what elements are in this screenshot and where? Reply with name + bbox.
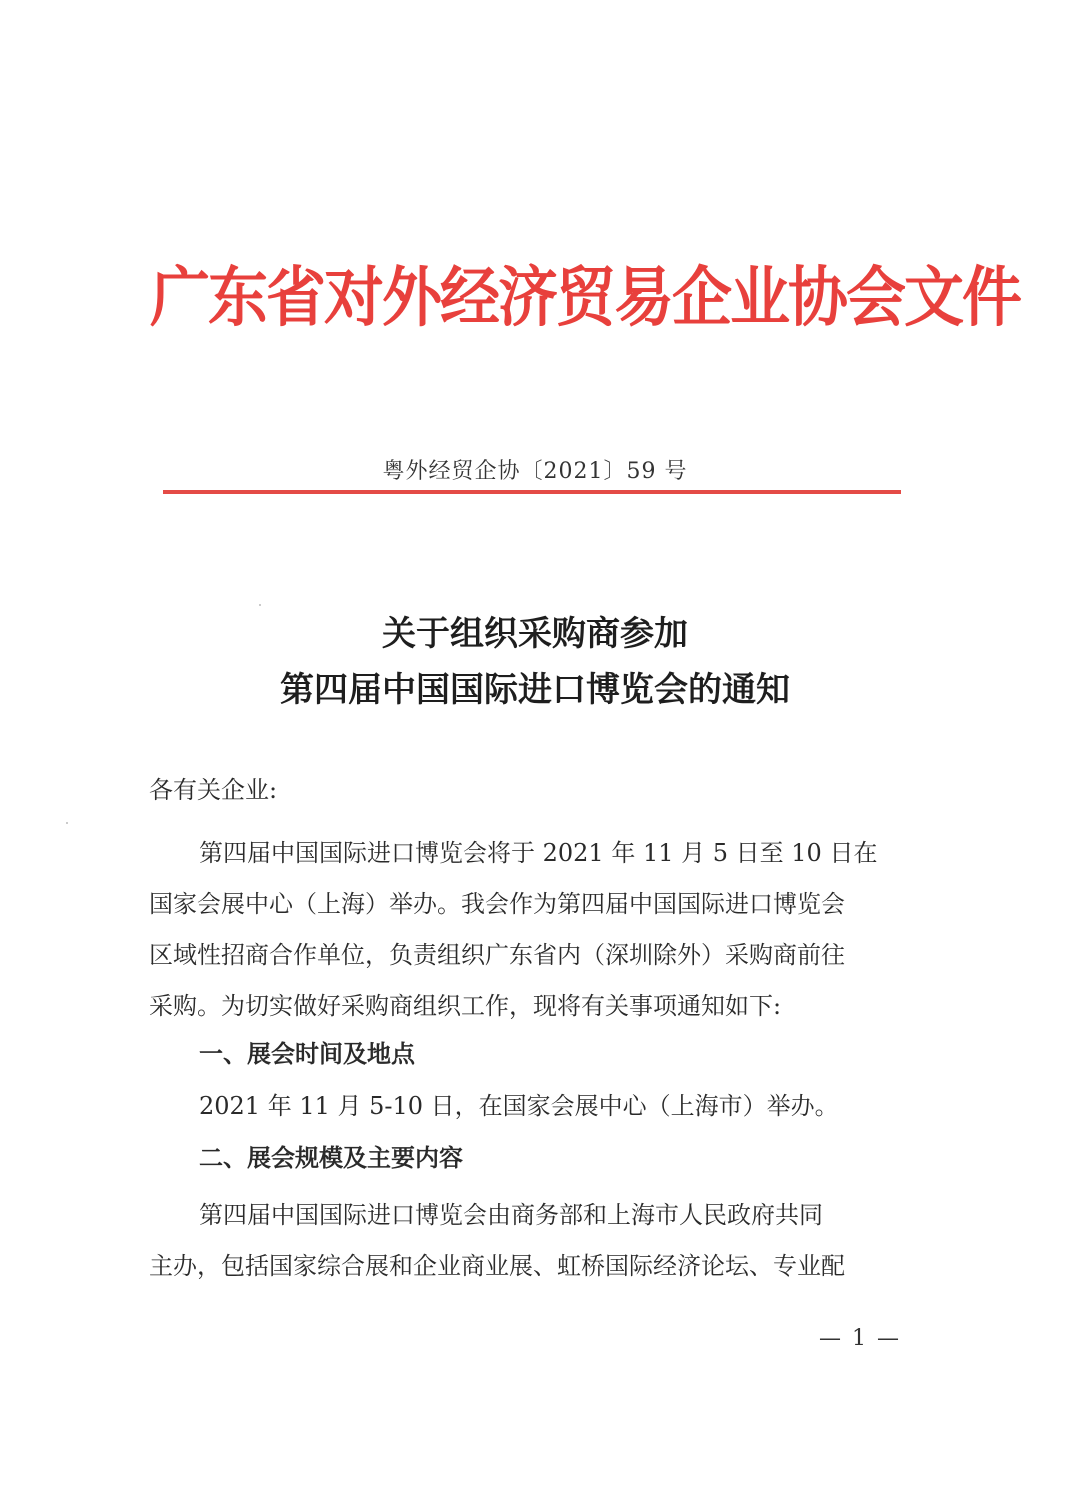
scan-speck [66,822,68,824]
paragraph-scale-line: 第四届中国国际进口博览会由商务部和上海市人民政府共同 [199,1201,823,1229]
paragraph-intro-line: 区域性招商合作单位，负责组织广东省内（深圳除外）采购商前往 [149,941,845,969]
section-heading-time-location: 一、展会时间及地点 [199,1040,415,1068]
notice-body [149,768,939,1292]
paragraph-intro-line: 第四届中国国际进口博览会将于 2021 年 11 月 5 日至 10 日在 [199,839,878,867]
paragraph-scale-line: 主办，包括国家综合展和企业商业展、虹桥国际经济论坛、专业配 [149,1252,845,1280]
notice-title-line-1: 关于组织采购商参加 [382,614,688,654]
notice-title-line-2: 第四届中国国际进口博览会的通知 [280,670,790,710]
paragraph-scale-content [149,1190,939,1292]
red-divider-line [163,490,901,494]
scan-speck [259,604,261,606]
paragraph-intro-line: 采购。为切实做好采购商组织工作，现将有关事项通知如下: [149,992,782,1020]
document-number: 粤外经贸企协〔2021〕59 号 [382,459,688,484]
section-heading-scale-content: 二、展会规模及主要内容 [199,1144,463,1172]
issuer-header-title: 广东省对外经济贸易企业协会文件 [150,260,1020,336]
paragraph-intro-line: 国家会展中心（上海）举办。我会作为第四届中国国际进口博览会 [149,890,845,918]
salutation: 各有关企业: [149,776,278,804]
paragraph-time-location: 2021 年 11 月 5-10 日，在国家会展中心（上海市）举办。 [199,1092,839,1120]
page-number: — 1 — [819,1326,901,1351]
paragraph-intro [149,828,939,1032]
notice-title [150,606,920,718]
